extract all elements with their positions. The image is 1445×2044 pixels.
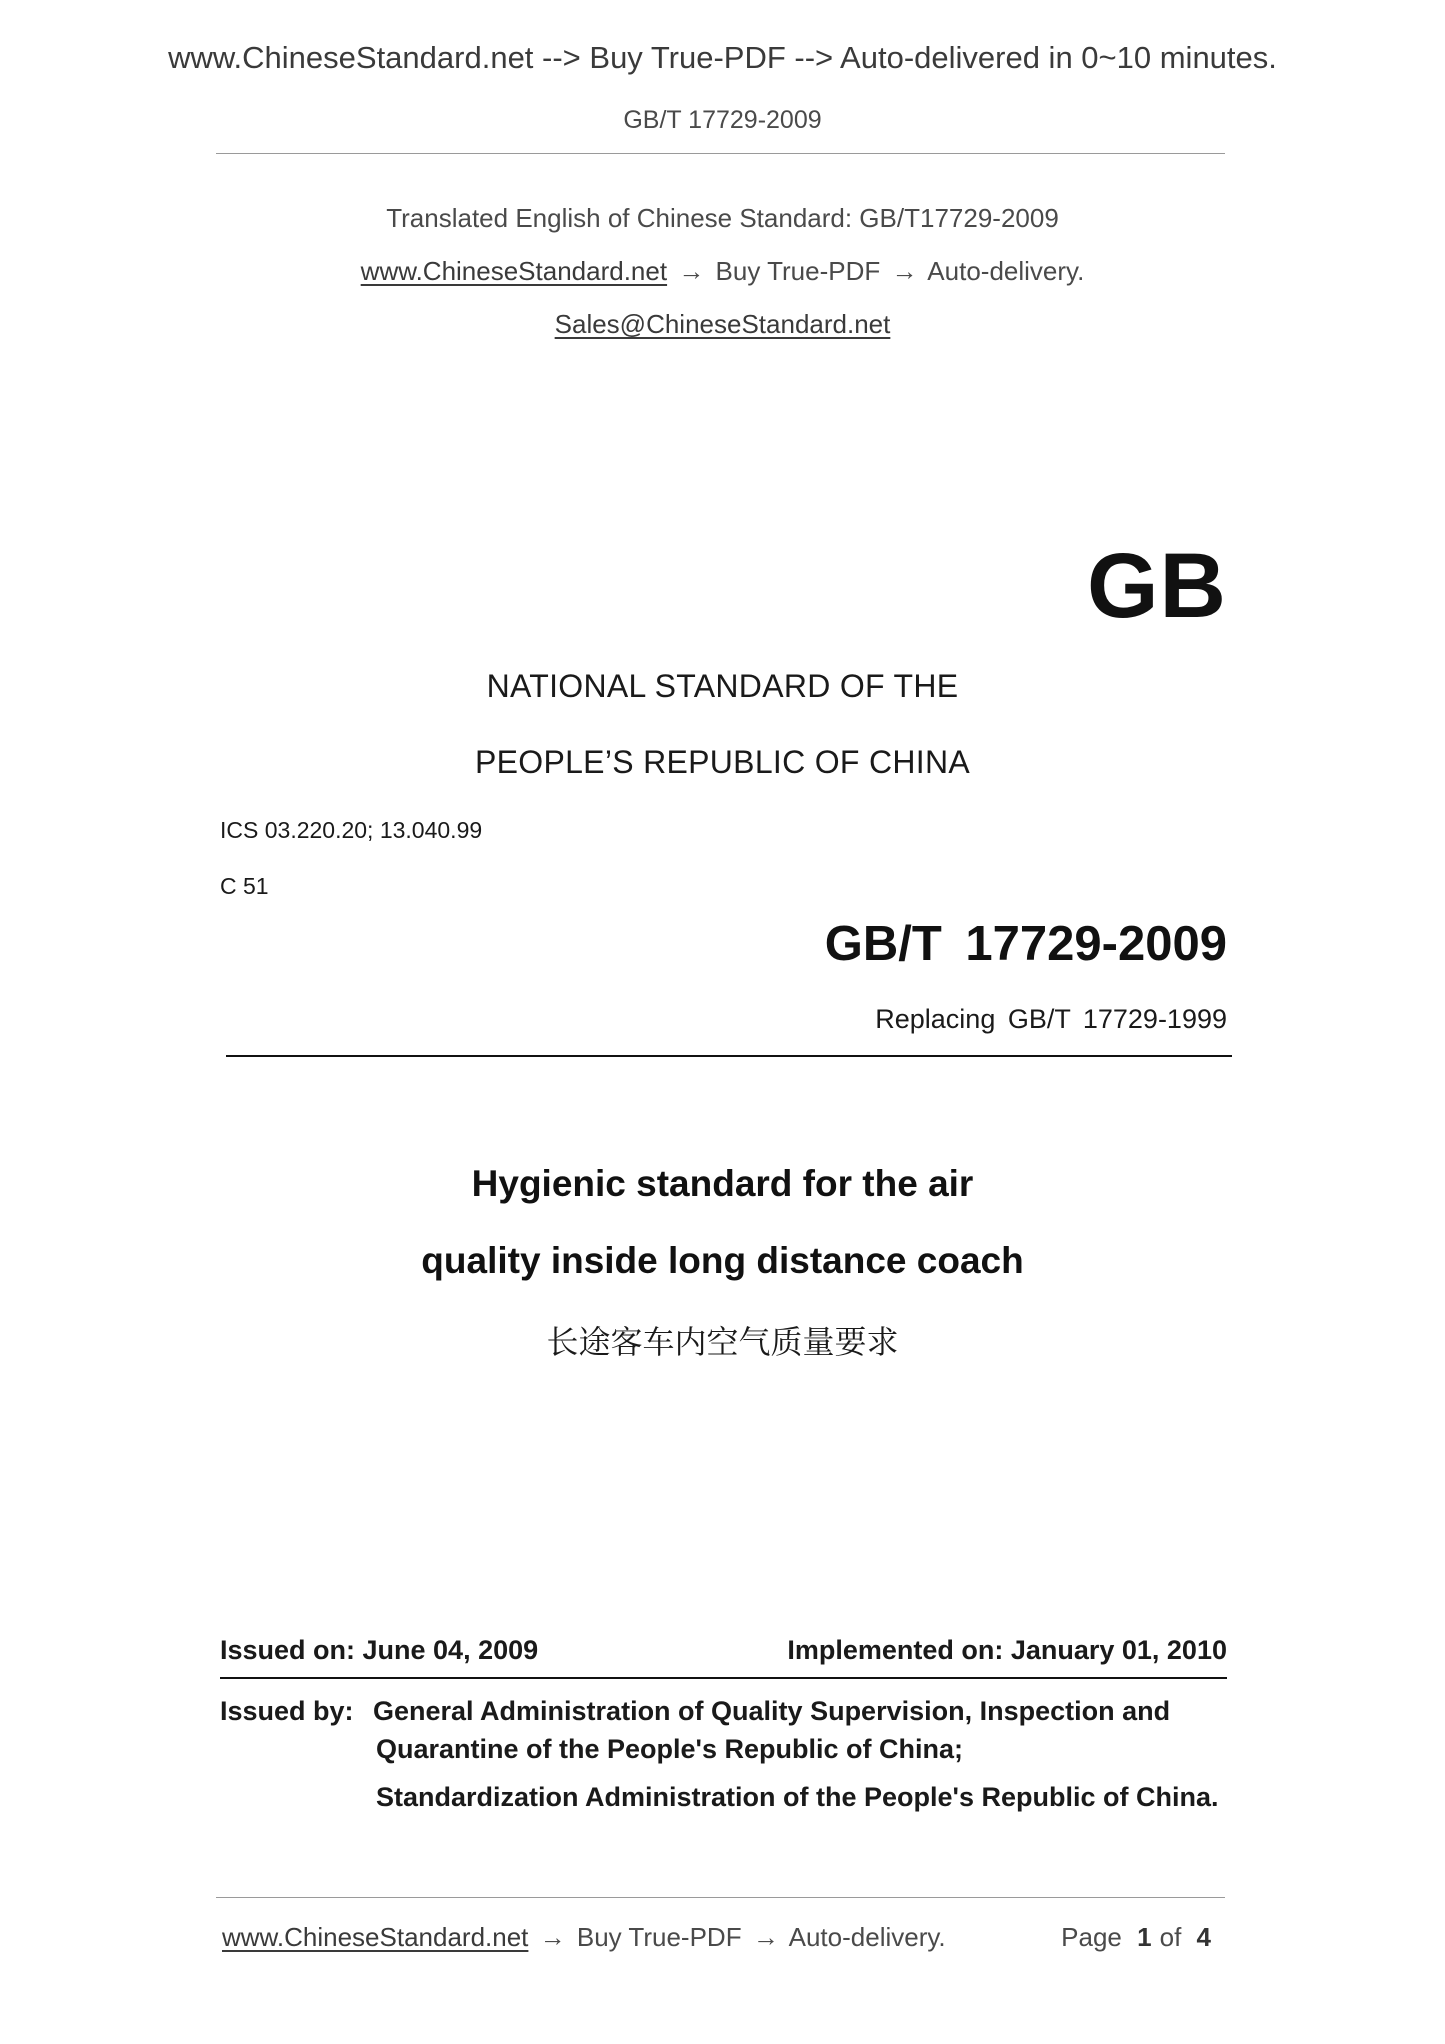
national-standard-heading-line2: PEOPLE’S REPUBLIC OF CHINA <box>474 744 971 780</box>
arrow-right-icon: → <box>678 256 705 286</box>
national-standard-heading-line1: NATIONAL STANDARD OF THE <box>486 668 959 704</box>
footer-buy-true-pdf-text: Buy True-PDF <box>576 1922 742 1952</box>
footer-links <box>222 1922 946 1953</box>
footer-site-link[interactable]: www.ChineseStandard.net <box>222 1922 529 1952</box>
running-head: GB/T 17729-2009 <box>623 106 822 134</box>
page-of: of <box>1159 1922 1182 1952</box>
page-label: Page <box>1061 1922 1122 1952</box>
top-banner: www.ChineseStandard.net --> Buy True-PDF --> Auto-delivered in 0~10 minutes. <box>168 40 1277 75</box>
standard-number: GB/T 17729-2009 <box>824 917 1227 971</box>
page-indicator <box>1061 1922 1219 1953</box>
replacing-standard: Replacing GB/T 17729-1999 <box>875 1004 1227 1034</box>
header-divider <box>216 153 1225 154</box>
ccs-code: C 51 <box>220 873 269 899</box>
translation-links <box>0 256 1445 287</box>
gb-logo: GB <box>1087 535 1227 637</box>
issuer-aqsiq: General Administration of Quality Supervision, Inspection and Quarantine of the People's Republic of China; <box>373 1696 1171 1764</box>
issuers <box>373 1692 1229 1816</box>
arrow-right-icon: → <box>752 1922 779 1952</box>
sales-email-row <box>0 309 1445 340</box>
footer-auto-delivery-text: Auto-delivery. <box>788 1922 946 1952</box>
document-title-chinese: 长途客车内空气质量要求 <box>546 1323 899 1361</box>
footer-divider <box>216 1897 1225 1898</box>
implemented-on-date: Implemented on: January 01, 2010 <box>787 1635 1227 1665</box>
dates-divider <box>220 1677 1227 1679</box>
issued-by-label: Issued by: <box>220 1696 354 1726</box>
sales-email-link[interactable]: Sales@ChineseStandard.net <box>554 309 891 339</box>
document-title-line2: quality inside long distance coach <box>421 1240 1024 1281</box>
auto-delivery-text: Auto-delivery. <box>927 256 1085 286</box>
arrow-right-icon: → <box>539 1922 566 1952</box>
ics-code: ICS 03.220.20; 13.040.99 <box>220 817 483 843</box>
issued-on-date: Issued on: June 04, 2009 <box>220 1635 539 1665</box>
issuer-sac: Standardization Administration of the People's Republic of China. <box>376 1782 1219 1812</box>
translation-title: Translated English of Chinese Standard: GB/T17729-2009 <box>386 203 1059 233</box>
arrow-right-icon: → <box>891 256 918 286</box>
buy-true-pdf-text: Buy True-PDF <box>715 256 881 286</box>
page-total: 4 <box>1196 1922 1211 1952</box>
title-divider <box>226 1055 1232 1057</box>
document-title-line1: Hygienic standard for the air <box>471 1163 974 1204</box>
page-current: 1 <box>1137 1922 1152 1952</box>
site-link[interactable]: www.ChineseStandard.net <box>360 256 668 286</box>
